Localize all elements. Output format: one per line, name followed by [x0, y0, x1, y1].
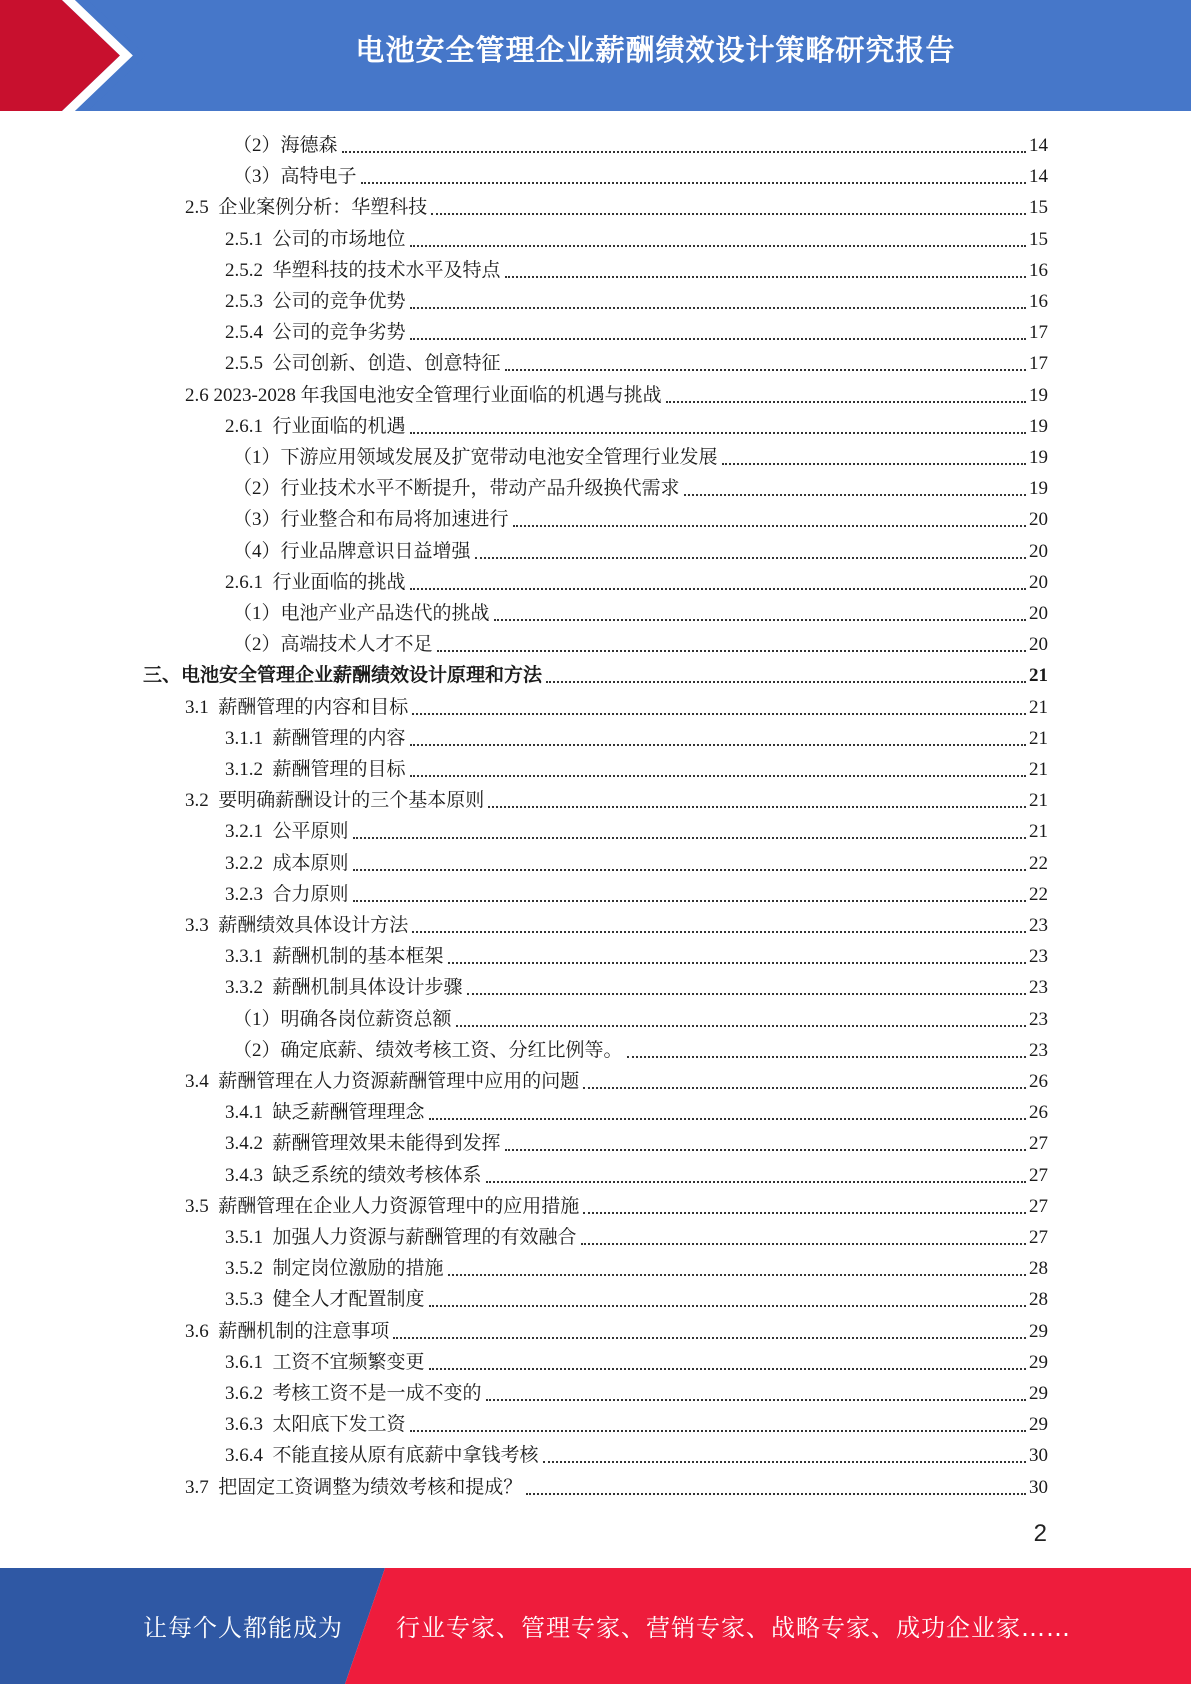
toc-dot-leader [429, 1118, 1026, 1120]
toc-entry[interactable] [225, 751, 1048, 782]
toc-entry[interactable] [225, 252, 1048, 283]
toc-dot-leader [722, 463, 1026, 465]
toc-entry-title: 2.6 2023-2028 年我国电池安全管理行业面临的机遇与挑战 [185, 384, 662, 406]
toc-entry-title: （2）确定底薪、绩效考核工资、分红比例等。 [233, 1039, 623, 1061]
toc-entry-page: 29 [1029, 1320, 1048, 1342]
toc-entry[interactable] [233, 626, 1048, 657]
toc-entry-page: 21 [1029, 759, 1048, 780]
toc-dot-leader [513, 525, 1026, 527]
toc-entry-page: 23 [1029, 977, 1048, 999]
toc-entry-title: 3.3 薪酬绩效具体设计方法 [185, 915, 409, 936]
toc-dot-leader [361, 182, 1026, 184]
toc-entry[interactable] [185, 689, 1048, 720]
toc-dot-leader [410, 1430, 1026, 1432]
toc-entry[interactable] [225, 938, 1048, 969]
toc-entry-page: 20 [1029, 634, 1048, 656]
toc-entry[interactable] [225, 1281, 1048, 1312]
toc-dot-leader [412, 713, 1026, 715]
toc-entry-title: 2.5.2 华塑科技的技术水平及特点 [225, 259, 501, 281]
toc-entry-title: 2.5.3 公司的竞争优势 [225, 291, 406, 312]
toc-dot-leader [505, 369, 1026, 371]
toc-entry-page: 19 [1029, 384, 1048, 406]
toc-dot-leader [583, 1212, 1026, 1214]
toc-entry[interactable] [233, 439, 1048, 470]
toc-entry[interactable] [143, 657, 1048, 688]
toc-dot-leader [431, 213, 1026, 215]
toc-entry-page: 29 [1029, 1383, 1048, 1404]
toc-dot-leader [412, 931, 1026, 933]
toc-entry-title: 2.5.1 公司的市场地位 [225, 228, 406, 250]
toc-entry-title: 2.6.1 行业面临的挑战 [225, 571, 406, 593]
toc-entry-title: 3.6.1 工资不宜频繁变更 [225, 1351, 425, 1373]
toc-entry-page: 14 [1029, 166, 1048, 188]
toc-entry-title: （1）下游应用领域发展及扩宽带动电池安全管理行业发展 [233, 447, 718, 468]
toc-dot-leader [342, 151, 1026, 153]
toc-entry[interactable] [225, 221, 1048, 252]
footer-slogan-right: 行业专家、管理专家、营销专家、战略专家、成功企业家…… [396, 1614, 1071, 1642]
toc-entry-title: 3.6 薪酬机制的注意事项 [185, 1320, 390, 1342]
toc-entry[interactable] [225, 1250, 1048, 1281]
toc-entry-title: 3.5.1 加强人力资源与薪酬管理的有效融合 [225, 1227, 577, 1248]
toc-entry-page: 19 [1029, 415, 1048, 437]
toc-entry[interactable] [225, 876, 1048, 907]
toc-entry-title: （1）电池产业产品迭代的挑战 [233, 603, 490, 624]
toc-entry-title: 3.2.1 公平原则 [225, 821, 349, 843]
toc-dot-leader [583, 1087, 1026, 1089]
toc-entry[interactable] [225, 845, 1048, 876]
toc-dot-leader [448, 1274, 1026, 1276]
toc-entry-title: （1）明确各岗位薪资总额 [233, 1008, 452, 1030]
toc-dot-leader [486, 1399, 1026, 1401]
toc-entry-title: 3.6.2 考核工资不是一成不变的 [225, 1383, 482, 1404]
toc-entry[interactable] [233, 470, 1048, 501]
toc-entry-page: 30 [1029, 1445, 1048, 1467]
page-header [0, 0, 1191, 111]
toc-entry[interactable] [225, 314, 1048, 345]
toc-entry-title: 3.3.1 薪酬机制的基本框架 [225, 946, 444, 968]
toc-entry[interactable] [225, 969, 1048, 1000]
toc-entry-page: 26 [1029, 1102, 1048, 1124]
toc-entry-title: 3.6.3 太阳底下发工资 [225, 1414, 406, 1436]
toc-entry[interactable] [225, 1157, 1048, 1188]
toc-entry-page: 28 [1029, 1289, 1048, 1311]
toc-entry-title: 3.3.2 薪酬机制具体设计步骤 [225, 977, 463, 999]
toc-entry-title: 2.5 企业案例分析：华塑科技 [185, 197, 428, 219]
toc-dot-leader [467, 993, 1026, 995]
toc-entry-page: 21 [1029, 727, 1048, 749]
toc-entry[interactable] [233, 1001, 1048, 1032]
toc-entry[interactable] [185, 1063, 1048, 1094]
toc-entry-page: 15 [1029, 228, 1048, 250]
toc-dot-leader [410, 338, 1026, 340]
toc-entry[interactable] [185, 1188, 1048, 1219]
toc-entry[interactable] [225, 1406, 1048, 1437]
toc-dot-leader [410, 588, 1026, 590]
toc-dot-leader [429, 1368, 1026, 1370]
toc-entry[interactable] [225, 283, 1048, 314]
toc-dot-leader [353, 869, 1026, 871]
toc-entry-title: 2.5.4 公司的竞争劣势 [225, 322, 406, 344]
toc-entry[interactable] [185, 782, 1048, 813]
toc-entry-page: 19 [1029, 478, 1048, 500]
toc-entry[interactable] [185, 907, 1048, 938]
toc-entry-title: 3.6.4 不能直接从原有底薪中拿钱考核 [225, 1445, 539, 1467]
toc-entry-page: 23 [1029, 946, 1048, 968]
toc-dot-leader [410, 245, 1026, 247]
toc-entry-page: 27 [1029, 1133, 1048, 1155]
footer-slogan-left: 让每个人都能成为 [143, 1614, 343, 1642]
toc-entry[interactable] [233, 1032, 1048, 1063]
toc-entry-page: 29 [1029, 1351, 1048, 1373]
page-number: 2 [1033, 1520, 1047, 1547]
toc-entry[interactable] [185, 1313, 1048, 1344]
toc-dot-leader [448, 962, 1026, 964]
toc-entry[interactable] [233, 158, 1048, 189]
toc-entry-title: 3.5 薪酬管理在企业人力资源管理中的应用措施 [185, 1195, 580, 1217]
toc-entry-title: 3.1.1 薪酬管理的内容 [225, 727, 406, 749]
toc-dot-leader [410, 307, 1026, 309]
toc-entry-page: 17 [1029, 322, 1048, 344]
toc-entry[interactable] [225, 564, 1048, 595]
toc-entry-page: 16 [1029, 259, 1048, 281]
toc-entry-page: 30 [1029, 1476, 1048, 1498]
toc-entry-page: 21 [1029, 821, 1048, 843]
toc-dot-leader [505, 276, 1026, 278]
toc-entry-page: 21 [1029, 696, 1048, 718]
toc-entry[interactable] [225, 1437, 1048, 1468]
toc-entry-title: 3.1.2 薪酬管理的目标 [225, 759, 406, 780]
page-footer [0, 1568, 1191, 1684]
toc-entry-title: 2.5.5 公司创新、创造、创意特征 [225, 353, 501, 375]
toc-entry-title: 3.4.3 缺乏系统的绩效考核体系 [225, 1164, 482, 1186]
toc-entry[interactable] [225, 1344, 1048, 1375]
toc-dot-leader [437, 650, 1026, 652]
toc-entry[interactable] [225, 1094, 1048, 1125]
toc-entry-title: 3.2 要明确薪酬设计的三个基本原则 [185, 790, 485, 812]
toc-entry-page: 29 [1029, 1414, 1048, 1436]
toc-entry-title: 3.4.1 缺乏薪酬管理理念 [225, 1102, 425, 1124]
toc-entry-title: 3.5.3 健全人才配置制度 [225, 1289, 425, 1311]
toc-dot-leader [353, 900, 1026, 902]
toc-dot-leader [505, 1149, 1026, 1151]
toc-dot-leader [526, 1493, 1026, 1495]
toc-entry[interactable] [233, 501, 1048, 532]
toc-entry-title: 3.4 薪酬管理在人力资源薪酬管理中应用的问题 [185, 1071, 580, 1092]
toc-entry-page: 27 [1029, 1164, 1048, 1186]
toc-entry-page: 23 [1029, 915, 1048, 936]
toc-entry-page: 20 [1029, 540, 1048, 562]
toc-dot-leader [581, 1243, 1026, 1245]
toc-entry-title: 3.7 把固定工资调整为绩效考核和提成？ [185, 1476, 523, 1498]
toc-entry-page: 16 [1029, 291, 1048, 312]
toc-entry-page: 26 [1029, 1071, 1048, 1092]
toc-dot-leader [410, 744, 1026, 746]
toc-dot-leader [353, 837, 1026, 839]
toc-entry-page: 20 [1029, 603, 1048, 624]
toc-entry[interactable] [185, 377, 1048, 408]
toc-dot-leader [486, 1181, 1026, 1183]
header-chevron-decoration [0, 0, 160, 111]
toc-dot-leader [494, 619, 1026, 621]
toc-dot-leader [627, 1056, 1026, 1058]
toc-dot-leader [666, 401, 1026, 403]
toc-entry-page: 17 [1029, 353, 1048, 375]
toc-dot-leader [456, 1025, 1026, 1027]
toc-entry[interactable] [233, 127, 1048, 158]
toc-entry-title: 3.2.3 合力原则 [225, 883, 349, 905]
toc-dot-leader [543, 1461, 1026, 1463]
toc-entry[interactable] [185, 1469, 1048, 1500]
toc-entry-page: 22 [1029, 883, 1048, 905]
toc-entry-title: （3）行业整合和布局将加速进行 [233, 509, 509, 531]
toc-entry[interactable] [225, 720, 1048, 751]
toc-entry-page: 20 [1029, 509, 1048, 531]
toc-entry-title: （3）高特电子 [233, 166, 357, 188]
toc-entry[interactable] [233, 533, 1048, 564]
toc-entry-title: 3.4.2 薪酬管理效果未能得到发挥 [225, 1133, 501, 1155]
toc-entry[interactable] [225, 1219, 1048, 1250]
toc-entry-title: 3.2.2 成本原则 [225, 852, 349, 874]
toc-entry-page: 27 [1029, 1227, 1048, 1248]
toc-entry-page: 19 [1029, 447, 1048, 468]
toc-entry[interactable] [225, 1125, 1048, 1156]
toc-entry[interactable] [185, 189, 1048, 220]
toc-dot-leader [410, 775, 1026, 777]
toc-entry-page: 28 [1029, 1258, 1048, 1280]
toc-entry-title: 三、电池安全管理企业薪酬绩效设计原理和方法 [143, 665, 543, 687]
toc-entry-title: （2）行业技术水平不断提升，带动产品升级换代需求 [233, 478, 680, 500]
toc-entry-page: 23 [1029, 1008, 1048, 1030]
toc-entry-title: 3.5.2 制定岗位激励的措施 [225, 1258, 444, 1280]
toc-dot-leader [546, 681, 1026, 683]
toc-entry-page: 20 [1029, 571, 1048, 593]
toc-entry-page: 27 [1029, 1195, 1048, 1217]
toc-entry-page: 15 [1029, 197, 1048, 219]
toc-entry-page: 23 [1029, 1039, 1048, 1061]
toc-entry-title: （4）行业品牌意识日益增强 [233, 540, 471, 562]
toc-dot-leader [410, 432, 1026, 434]
toc-entry-page: 21 [1029, 790, 1048, 812]
toc-entry-title: （2）高端技术人才不足 [233, 634, 433, 656]
toc-entry-title: （2）海德森 [233, 135, 338, 156]
toc-entry[interactable] [225, 813, 1048, 844]
toc-dot-leader [393, 1337, 1026, 1339]
toc-entry[interactable] [225, 345, 1048, 376]
toc-entry-page: 22 [1029, 852, 1048, 874]
toc-entry-page: 14 [1029, 135, 1048, 156]
toc-entry-page: 21 [1029, 665, 1048, 687]
toc-entry-title: 2.6.1 行业面临的机遇 [225, 415, 406, 437]
toc-entry[interactable] [233, 595, 1048, 626]
toc-dot-leader [684, 494, 1026, 496]
toc-entry[interactable] [225, 408, 1048, 439]
report-title: 电池安全管理企业薪酬绩效设计策略研究报告 [355, 33, 956, 67]
toc-dot-leader [488, 806, 1026, 808]
toc-dot-leader [475, 557, 1026, 559]
toc-entry[interactable] [225, 1375, 1048, 1406]
toc-dot-leader [429, 1305, 1026, 1307]
toc-entry-title: 3.1 薪酬管理的内容和目标 [185, 696, 409, 718]
